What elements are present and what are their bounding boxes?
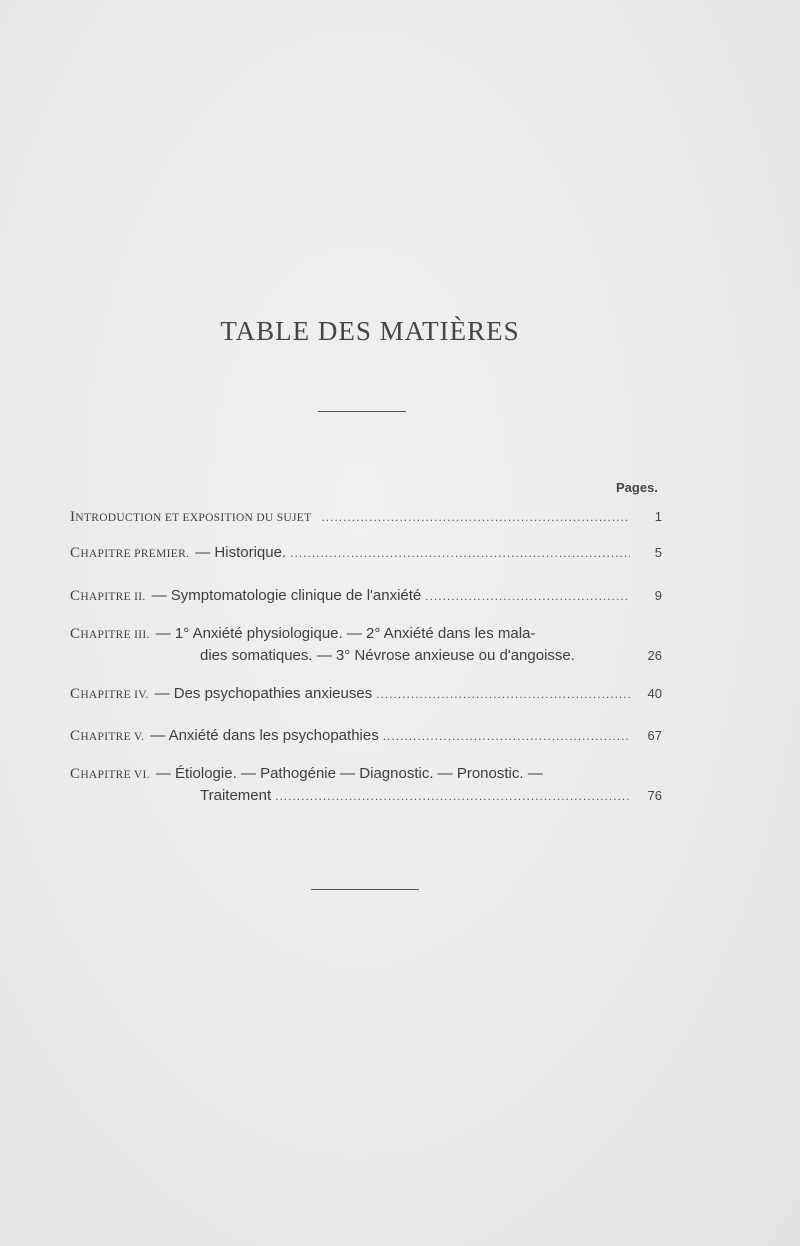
dot-leader xyxy=(383,726,630,746)
toc-page-number: 67 xyxy=(647,728,662,743)
toc-entry-label: CHAPITRE V. xyxy=(70,728,145,744)
toc-entry-label: CHAPITRE PREMIER. xyxy=(70,545,190,561)
toc-page-number: 9 xyxy=(654,588,662,603)
toc-entry-title: — 1° Anxiété physiologique. — 2° Anxiété dans les mala- xyxy=(155,625,536,642)
toc-entry-chapter-5 xyxy=(70,726,662,748)
toc-page-number: 40 xyxy=(647,686,662,701)
title-divider xyxy=(318,411,406,412)
toc-entry-title: — Étiologie. — Pathogénie — Diagnostic. — Pronostic. — xyxy=(155,765,543,782)
toc-entry-title-continued: dies somatiques. — 3° Névrose anxieuse ou d'angoisse. xyxy=(200,647,575,664)
toc-entry-label: CHAPITRE III. xyxy=(70,626,150,642)
toc-entry-title: — Anxiété dans les psychopathies xyxy=(150,727,379,744)
toc-entry-label: INTRODUCTION ET EXPOSITION DU SUJET xyxy=(70,509,312,525)
dot-leader xyxy=(376,684,630,704)
pages-column-header: Pages. xyxy=(616,480,658,495)
toc-entry-label: CHAPITRE II. xyxy=(70,588,146,604)
toc-page-number: 1 xyxy=(654,509,662,524)
toc-entry-chapter-1 xyxy=(70,543,662,565)
toc-entry-chapter-6 xyxy=(70,764,662,808)
closing-divider xyxy=(311,889,419,890)
toc-entry-chapter-2 xyxy=(70,586,662,608)
toc-entry-title: — Des psychopathies anxieuses xyxy=(154,685,373,702)
toc-page-number: 76 xyxy=(647,788,662,803)
toc-entry-introduction xyxy=(70,507,662,529)
dot-leader xyxy=(275,786,630,806)
page-title: TABLE DES MATIÈRES xyxy=(220,316,520,346)
toc-entry-title: — Historique. xyxy=(195,544,287,561)
toc-entry-chapter-3 xyxy=(70,624,662,668)
toc-entry-label: CHAPITRE IV. xyxy=(70,686,149,702)
toc-page-number: 5 xyxy=(654,545,662,560)
toc-entry-title-continued: Traitement xyxy=(200,787,272,804)
dot-leader xyxy=(425,586,630,606)
toc-entry-chapter-4 xyxy=(70,684,662,706)
dot-leader xyxy=(290,543,630,563)
toc-entry-title: — Symptomatologie clinique de l'anxiété xyxy=(151,587,422,604)
dot-leader xyxy=(321,507,630,527)
toc-page-number: 26 xyxy=(647,648,662,663)
toc-entry-label: CHAPITRE VI. xyxy=(70,766,150,782)
